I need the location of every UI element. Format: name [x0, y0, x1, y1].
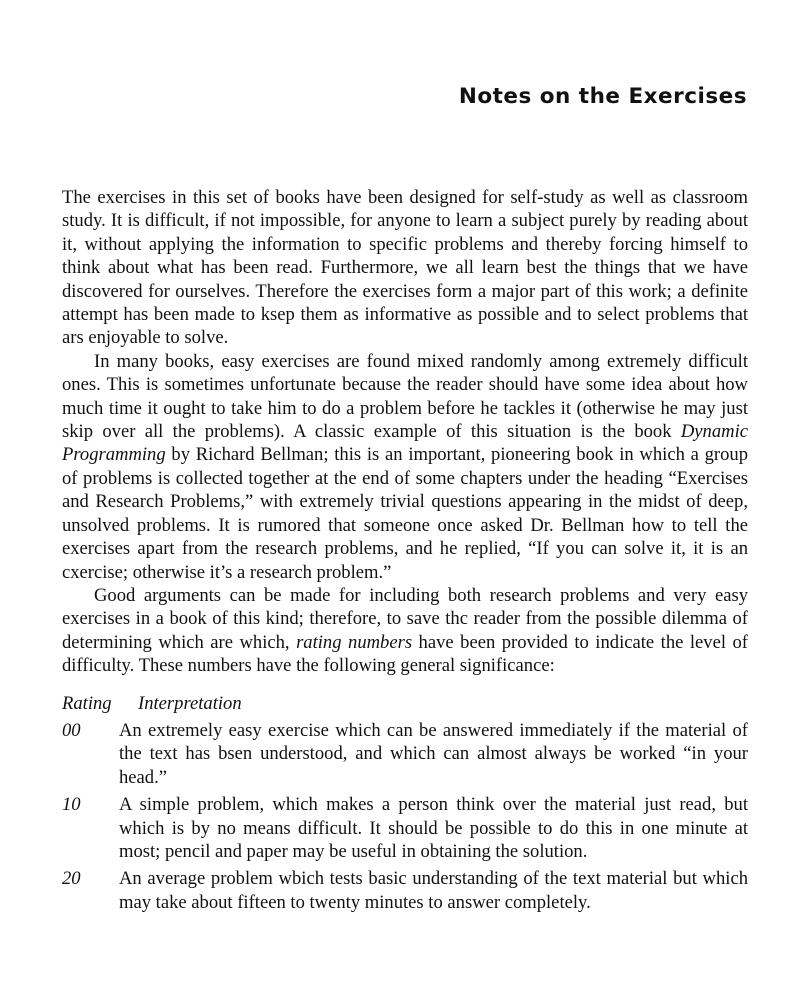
- paragraph-text: In many books, easy exercises are found mixed randomly among extremely difficult ones. This is sometimes unfortunate because the reader should have some idea about how much time it ought to take him to do a problem before he tackles it (otherwise he may just skip over all the problems). A classic example of this situation is the book: [62, 350, 748, 443]
- paragraph-mixed-exercises: [62, 350, 748, 584]
- rating-number: 10: [62, 794, 81, 816]
- interpretation-column-header: Interpretation: [138, 692, 242, 714]
- rating-number: 00: [62, 719, 81, 741]
- rating-interpretation: A simple problem, which makes a person think over the material just read, but which is by no means difficult. It should be possible to do this in one minute at most; pencil and paper may be useful in obtaining the solution.: [119, 794, 748, 862]
- rating-row: [62, 867, 748, 914]
- rating-interpretation: An average problem wbich tests basic understanding of the text material but which may take about fifteen to twenty minutes to answer completely.: [119, 868, 748, 913]
- body-text: [62, 186, 748, 914]
- book-title: Dynamic Programming: [62, 421, 748, 466]
- rating-column-header: Rating: [62, 692, 112, 714]
- page-title: Notes on the Exercises: [458, 84, 747, 109]
- rating-number: 20: [62, 868, 81, 890]
- rating-table-header: [62, 692, 748, 715]
- rating-row: [62, 793, 748, 863]
- rating-row: [62, 719, 748, 789]
- rating-interpretation: An extremely easy exercise which can be answered immediately if the material of the text has bsen understood, and which can almost always be worked “in your head.”: [119, 719, 748, 788]
- paragraph-text: have been provided to indicate the level of difficulty. These numbers have the following general significance:: [62, 631, 748, 677]
- paragraph-intro: The exercises in this set of books have been designed for self-study as well as classroom study. It is difficult, if not impossible, for anyone to learn a subject purely by reading about it, without applying the information to specific problems and thereby forcing himself to think about what has been read. Furthermore, we all learn best the things that we have discovered for ourselves. Therefore the exercises form a major part of this work; a definite attempt has been made to ksep them as informative as possible and to select problems that ars enjoyable to solve.: [62, 187, 748, 349]
- paragraph-text: Good arguments can be made for including both research problems and very easy exercises in a book of this kind; therefore, to save thc reader from the possible dilemma of determining which are which,: [62, 584, 748, 653]
- paragraph-rating-numbers: [62, 584, 748, 678]
- emphasized-term: rating numbers: [296, 631, 413, 653]
- paragraph-text: by Richard Bellman; this is an important, pioneering book in which a group of problems is collected together at the end of some chapters under the heading “Exercises and Research Problems,” with extremely trivial questions appearing in the midst of deep, unsolved problems. It is rumored that someone once asked Dr. Bellman how to tell the exercises apart from the research problems, and he replied, “If you can solve it, it is an cxercise; otherwise it’s a research problem.”: [62, 444, 748, 583]
